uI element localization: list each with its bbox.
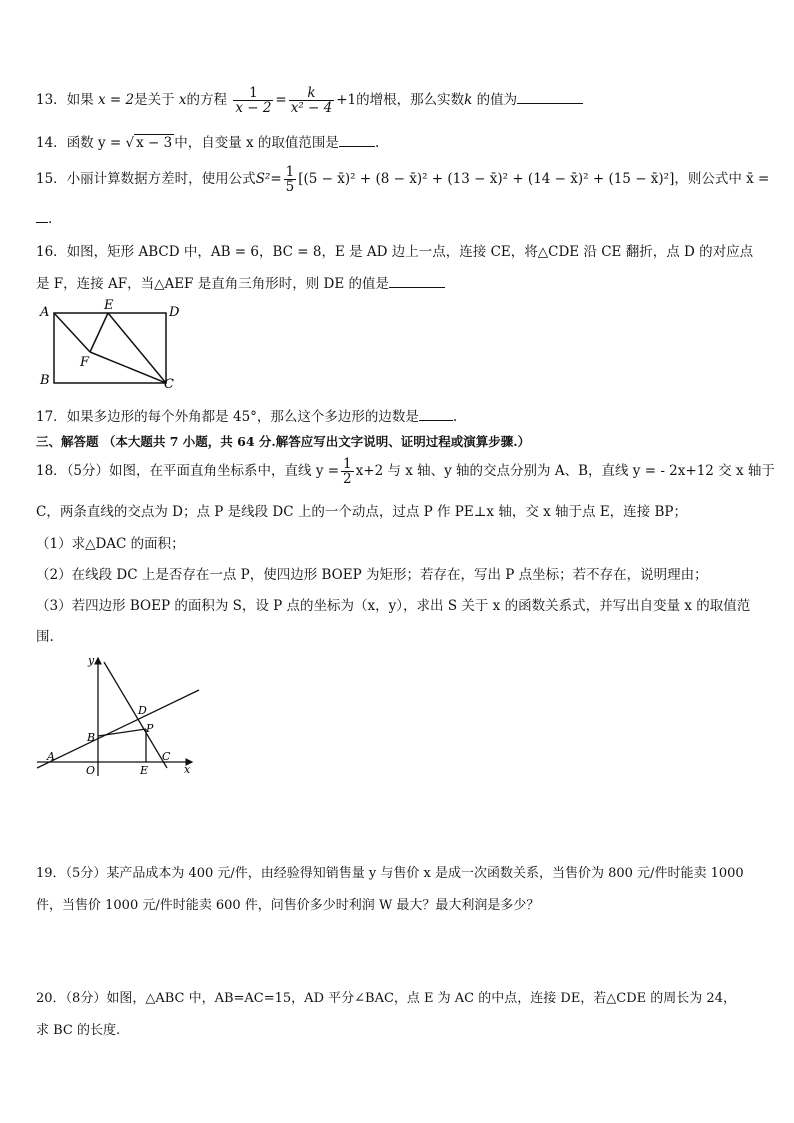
q14-period: . xyxy=(374,135,380,151)
figure-16-rectangle xyxy=(36,298,186,390)
q16-answer-blank[interactable] xyxy=(389,275,445,288)
q13-text5: 的值为 xyxy=(472,92,518,109)
label-b: B xyxy=(87,731,96,744)
q14-text2: 中，自变量 x 的取值范围是 xyxy=(174,135,339,151)
question-14: 14．函数 y = √ x − 3 中，自变量 x 的取值范围是 . xyxy=(36,135,380,151)
segment-ec xyxy=(108,313,166,383)
q20-line2: 求 BC 的长度. xyxy=(36,1023,121,1038)
q19-line2: 件，当售价 1000 元/件时能卖 600 件，问售价多少时利润 W 最大？最大利润是多少？ xyxy=(36,898,540,913)
q15-text: 小丽计算数据方差时，使用公式 xyxy=(66,171,256,188)
q14-answer-blank[interactable] xyxy=(339,134,375,147)
q13-equals: = xyxy=(275,92,287,109)
line-ab xyxy=(37,690,199,768)
section-3-desc: （本大题共 7 小题，共 64 分.解答应写出文字说明、证明过程或演算步骤.） xyxy=(102,434,531,449)
q14-number: 14． xyxy=(36,135,67,151)
label-c: C xyxy=(164,377,174,390)
question-19 xyxy=(36,862,744,881)
q13-number: 13． xyxy=(36,92,67,109)
q18-sub3b: 围. xyxy=(36,629,54,645)
q17-period: . xyxy=(452,409,458,425)
question-18-sub2 xyxy=(36,563,708,583)
q18-f-num: 1 xyxy=(343,456,352,472)
label-o: O xyxy=(86,764,96,777)
q13-text2: 是关于 xyxy=(134,92,175,109)
question-13 xyxy=(36,86,583,115)
q17-number: 17． xyxy=(36,409,67,425)
label-b: B xyxy=(40,373,50,388)
segment-af xyxy=(54,313,90,352)
q20-line1: （8分）如图，△ABC 中，AB=AC=15，AD 平分∠BAC，点 E 为 AC 的中点，连接 DE，若△CDE 的周长为 24， xyxy=(65,991,736,1006)
q18-sub2: （2）在线段 DC 上是否存在一点 P，使四边形 BOEP 为矩形；若存在，写出 P 点坐标；若不存在，说明理由； xyxy=(36,567,708,583)
q13-f1-den: x − 2 xyxy=(235,100,272,117)
question-18-sub3b xyxy=(36,625,54,645)
section-3-header xyxy=(36,432,530,450)
q15-period: . xyxy=(48,211,53,227)
q14-text: 函数 y = xyxy=(66,135,122,151)
q13-text3: 的方程 xyxy=(186,92,228,109)
question-18 xyxy=(36,457,775,486)
q15-f-den: 5 xyxy=(285,179,295,196)
label-d: D xyxy=(169,305,180,320)
question-15 xyxy=(36,165,769,194)
q18-fraction xyxy=(341,457,354,486)
q19-number: 19． xyxy=(36,866,66,881)
question-16 xyxy=(36,240,753,260)
q13-f1-num: 1 xyxy=(233,86,273,101)
question-19-line2 xyxy=(36,894,539,913)
q19-line1: （5分）某产品成本为 400 元/件，由经验得知销售量 y 与售价 x 是成一次函数关系，当售价为 800 元/件时能卖 1000 xyxy=(65,866,744,881)
q18-sub1: （1）求△DAC 的面积； xyxy=(36,536,185,552)
q16-number: 16． xyxy=(36,244,67,260)
label-e: E xyxy=(140,764,149,777)
q13-f2-den: x² − 4 xyxy=(290,100,333,117)
q18-line2: C，两条直线的交点为 D；点 P 是线段 DC 上的一个动点，过点 P 作 PE⊥x 轴，交 x 轴于点 E，连接 BP； xyxy=(36,504,687,520)
label-d: D xyxy=(138,704,147,717)
q13-fraction-2 xyxy=(289,86,335,115)
q17-text: 如果多边形的每个外角都是 45°，那么这个多边形的边数是 xyxy=(66,409,419,425)
line-dc xyxy=(104,662,167,768)
q16-line2: 是 F，连接 AF，当△AEF 是直角三角形时，则 DE 的值是 xyxy=(36,276,389,292)
label-e: E xyxy=(104,298,114,313)
q17-answer-blank[interactable] xyxy=(419,408,453,421)
section-3-title: 三、解答题 xyxy=(36,434,99,449)
q16-line1: 如图，矩形 ABCD 中，AB = 6，BC = 8，E 是 AD 边上一点，连接 CE，将△CDE 沿 CE 翻折，点 D 的对应点 xyxy=(66,244,754,260)
q15-text2: ，则公式中 x̄ = xyxy=(674,171,770,188)
q20-number: 20． xyxy=(36,991,66,1006)
q13-f2-num: k xyxy=(289,86,335,101)
q15-number: 15． xyxy=(36,171,67,188)
q15-fraction xyxy=(284,165,297,194)
label-p: P xyxy=(146,722,154,735)
q15-expression: [(5 − x̄)² + (8 − x̄)² + (13 − x̄)² + (14 − x̄)² + (15 − x̄)²] xyxy=(298,171,675,188)
q13-k: k xyxy=(464,92,473,109)
label-f: F xyxy=(80,355,90,370)
q18-sub3: （3）若四边形 BOEP 的面积为 S，设 P 点的坐标为（x，y），求出 S 关于 x 的函数关系式，并写出自变量 x 的取值范 xyxy=(36,598,751,614)
q18-text: （5分）如图，在平面直角坐标系中，直线 y = xyxy=(66,463,340,480)
q18-f-den: 2 xyxy=(343,471,352,488)
q18-text2: x+2 与 x 轴、y 轴的交点分别为 A、B，直线 y = - 2x+12 交 x 轴于 xyxy=(355,463,775,480)
q13-var: x xyxy=(178,92,187,109)
q13-fraction-1 xyxy=(233,86,273,115)
rect-abcd xyxy=(54,313,166,383)
figure-18-coordinate-plane xyxy=(34,650,204,780)
q13-answer-blank[interactable] xyxy=(517,91,583,104)
label-a: A xyxy=(47,750,55,763)
q13-text4: +1的增根，那么实数 xyxy=(336,92,465,109)
segment-ef xyxy=(90,313,108,352)
question-20-line2 xyxy=(36,1019,120,1038)
segment-fc xyxy=(90,352,166,383)
label-x: x xyxy=(184,763,191,776)
question-20 xyxy=(36,987,736,1006)
question-18-sub1 xyxy=(36,532,185,552)
q18-number: 18． xyxy=(36,463,67,480)
label-y: y xyxy=(88,654,95,667)
question-18-sub3 xyxy=(36,594,750,614)
q13-text: 如果 xyxy=(66,92,94,109)
segment-bp xyxy=(98,729,146,736)
label-c: C xyxy=(162,750,171,763)
q14-radicand: x − 3 xyxy=(136,135,173,151)
question-15-cont xyxy=(36,210,52,227)
label-a: A xyxy=(40,305,50,320)
q15-f-num: 1 xyxy=(285,164,295,180)
q13-eq: x = 2 xyxy=(97,92,135,109)
q15-answer-blank[interactable] xyxy=(36,210,48,223)
q15-s-squared: S²= xyxy=(255,171,282,188)
question-16-line2 xyxy=(36,272,445,292)
question-18-line2 xyxy=(36,500,687,520)
question-17 xyxy=(36,405,457,425)
